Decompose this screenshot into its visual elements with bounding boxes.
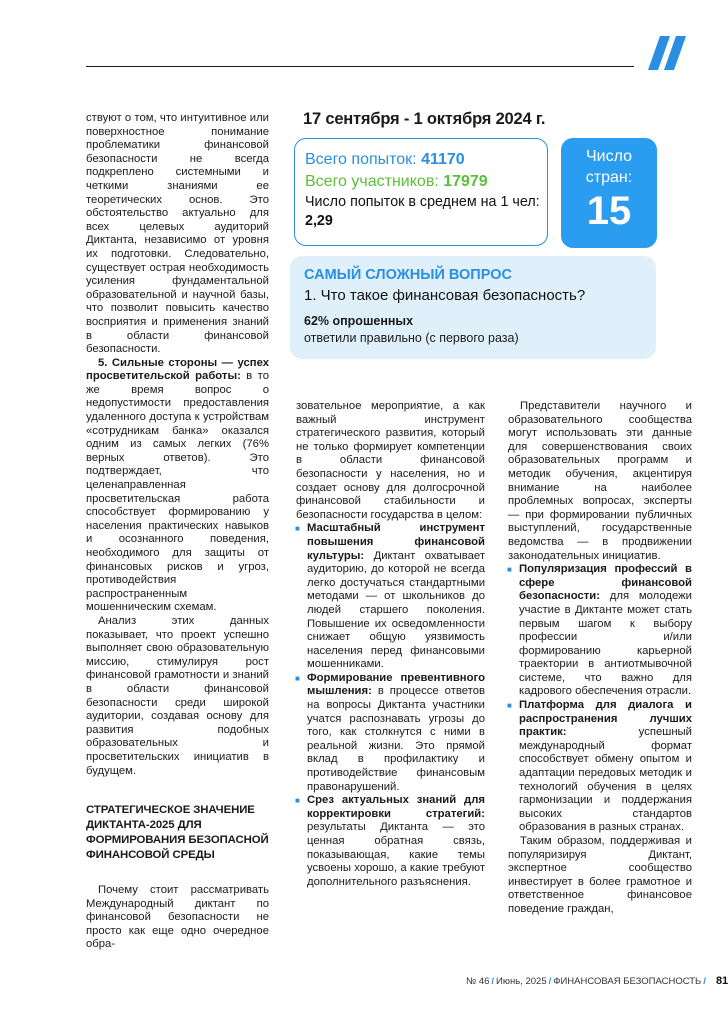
bullet-list bbox=[508, 563, 692, 835]
paragraph bbox=[86, 357, 269, 615]
hardest-question-box bbox=[290, 256, 656, 359]
paragraph: зовательное мероприятие, а как важный инструмент стратегического развития, который не только формирует компетенции в области финансовой безопасности у населения, но и создает основу для долгосрочной финансовой стабильности и безопасности государства в целом: bbox=[296, 400, 485, 521]
average-stat: Число попыток в среднем на 1 чел: 2,29 bbox=[305, 194, 540, 229]
infographic-date: 17 сентября - 1 октября 2024 г. bbox=[303, 110, 546, 128]
section-heading: СТРАТЕГИЧЕСКОЕ ЗНАЧЕНИЕ ДИКТАНТА-2025 ДЛЯ ФОРМИРОВАНИЯ БЕЗОПАСНОЙ ФИНАНСОВОЙ СРЕДЫ bbox=[86, 804, 269, 861]
list-item: ■ Масштабный инструмент повышения финансовой культуры: Диктант охватывает аудиторию, до которой не всегда легко достучаться стандартными методами — от школьников до людей старшего поколения. Повышение их осведомленности снижает общую уязвимость населения перед финансовыми мошенниками. bbox=[296, 522, 485, 672]
page-footer: № 46 / Июнь, 2025 / ФИНАНСОВАЯ БЕЗОПАСНОСТЬ / 81 bbox=[466, 975, 728, 987]
participants-stat: Всего участников: 17979 bbox=[305, 173, 488, 190]
hardest-question-text: 1. Что такое финансовая безопасность? bbox=[304, 287, 586, 304]
journal-logo-icon bbox=[648, 36, 688, 70]
hardest-question-note: ответили правильно (с первого раза) bbox=[304, 331, 519, 345]
list-item: ■ Формирование превентивного мышления: в процессе ответов на вопросы Диктанта участники учатся распознавать угрозы до того, как столкнутся с ними в реальной жизни. Это прямой вклад в профилактику и противодействие финансовым правонарушений. bbox=[296, 672, 485, 794]
issue-date: Июнь, 2025 bbox=[496, 976, 547, 987]
attempts-stat: Всего попыток: 41170 bbox=[305, 151, 465, 168]
list-item: ■ Популяризация профессий в сфере финансовой безопасности: для молодежи участие в Диктанте может стать первым шагом к выбору профессии и/или формированию карьерной траектории в антиотмывочной системе, что важно для кадрового обеспечения отрасли. bbox=[508, 563, 692, 699]
hardest-question-percent: 62% опрошенных bbox=[304, 314, 414, 328]
stats-box bbox=[294, 138, 548, 246]
journal-name: ФИНАНСОВАЯ БЕЗОПАСНОСТЬ bbox=[553, 976, 702, 987]
list-item: ■ Срез актуальных знаний для корректировки стратегий: результаты Диктанта — это ценная обратная связь, показывающая, какие темы усвоены хорошо, а какие требуют дополнительного разъяснения. bbox=[296, 794, 485, 889]
countries-label: Число стран: bbox=[585, 148, 633, 186]
list-item: ■ Платформа для диалога и распространения лучших практик: успешный международный формат способствует обмену опытом и адаптации передовых методик и технологий обучения в целях гармонизации и поддержания высоких стандартов образования в разных странах. bbox=[508, 699, 692, 835]
countries-value: 15 bbox=[586, 189, 632, 233]
paragraph-text: в то же время вопрос о недопустимости предоставления удаленного доступа к устройствам «сотрудникам банка» оказался одним из самых легких (76% верных ответов). Это подтверждает, что целенаправленная просветительская работа способствует формированию у населения практических навыков и осознанного поведения, необходимого для защиты от финансовых рисков и угроз, противодействия распространенным мошенническим схемам. bbox=[86, 370, 269, 614]
header-rule bbox=[86, 66, 634, 67]
paragraph: Анализ этих данных показывает, что проект успешно выполняет свою образовательную миссию, стимулируя рост финансовой грамотности и знаний в области финансовой безопасности среди широкой аудитории, создавая основу для развития подобных образовательных и просветительских инициатив в будущем. bbox=[86, 614, 269, 777]
column-1 bbox=[86, 112, 269, 778]
paragraph: Таким образом, поддерживая и популяризируя Диктант, экспертное сообщество инвестирует в более грамотное и ответственное финансовое поведение граждан, bbox=[508, 835, 692, 915]
bold-lead: 5. Сильные стороны — успех просветительской работы: bbox=[86, 356, 269, 383]
page-number: 81 bbox=[715, 975, 728, 987]
column-3 bbox=[508, 400, 692, 917]
column-1-bottom bbox=[86, 884, 269, 952]
hardest-question-title: САМЫЙ СЛОЖНЫЙ ВОПРОС bbox=[304, 267, 512, 283]
paragraph: ствуют о том, что интуитивное или поверхностное понимание проблематики финансовой безопасности не всегда подкреплено системными и четкими знаниями ее теоретических основ. Это обстоятельство актуально для всех целевых аудиторий Диктанта, независимо от уровня их подготовки. Следовательно, существует острая необходимость усиления фундаментальной образовательной и научной базы, что позволит повысить качество восприятия и применения знаний в области финансовой безопасности. bbox=[86, 112, 269, 356]
bullet-list bbox=[296, 522, 485, 889]
paragraph: Представители научного и образовательного сообщества могут использовать эти данные для совершенствования своих образовательных программ и методик обучения, акцентируя внимание на наиболее проблемных вопросах, эксперты — при формировании публичных выступлений, государственные ведомства — в продвижении законодательных инициатив. bbox=[508, 400, 692, 562]
paragraph: Почему стоит рассматривать Международный диктант по финансовой безопасности не просто как еще одно очередное обра- bbox=[86, 884, 269, 951]
issue-number: № 46 bbox=[466, 976, 490, 987]
countries-card bbox=[561, 138, 657, 248]
column-2 bbox=[296, 400, 485, 889]
